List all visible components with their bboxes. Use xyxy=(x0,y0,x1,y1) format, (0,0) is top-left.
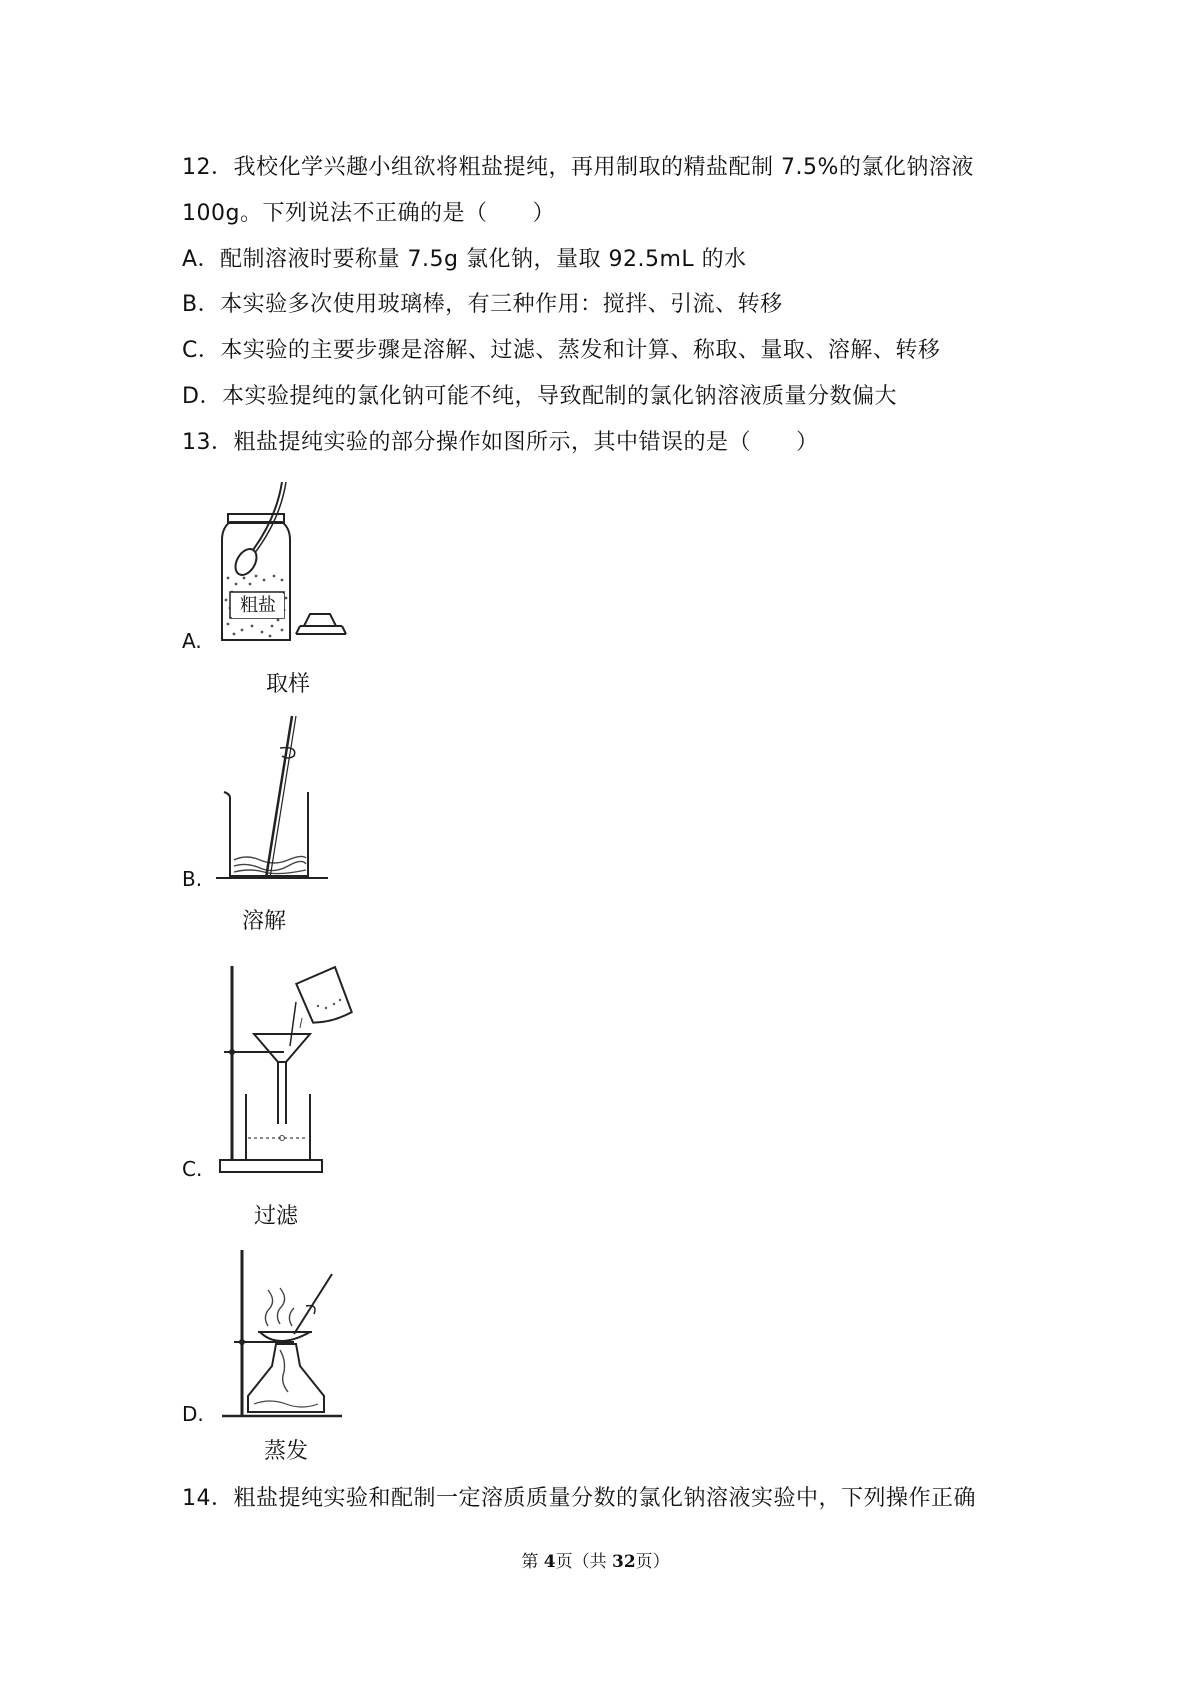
q14-stem: 14．粗盐提纯实验和配制一定溶质质量分数的氯化钠溶液实验中，下列操作正确 xyxy=(182,1486,976,1511)
footer-page-number: 4 xyxy=(543,1552,556,1572)
q12-option-d: D．本实验提纯的氯化钠可能不纯，导致配制的氯化钠溶液质量分数偏大 xyxy=(182,384,897,409)
footer-prefix: 第 xyxy=(521,1552,544,1572)
footer-middle: 页（共 xyxy=(555,1552,612,1572)
jar-label-text: 粗盐 xyxy=(232,594,284,618)
q13-option-c-caption: 过滤 xyxy=(254,1204,299,1229)
q13-option-a-letter: A. xyxy=(182,629,202,653)
q13-option-b-caption: 溶解 xyxy=(242,909,287,934)
q13-option-d-letter: D. xyxy=(182,1402,204,1426)
q13-option-d-caption: 蒸发 xyxy=(264,1439,309,1464)
q12-option-a: A．配制溶液时要称量 7.5g 氯化钠，量取 92.5mL 的水 xyxy=(182,247,747,272)
evaporation-figure xyxy=(214,1246,364,1426)
q12-stem-line1: 12．我校化学兴趣小组欲将粗盐提纯，再用制取的精盐配制 7.5%的氯化钠溶液 xyxy=(182,155,974,180)
q12-option-c: C．本实验的主要步骤是溶解、过滤、蒸发和计算、称取、量取、溶解、转移 xyxy=(182,338,941,363)
q12-option-b: B．本实验多次使用玻璃棒，有三种作用：搅拌、引流、转移 xyxy=(182,292,783,317)
q13-option-b-letter: B. xyxy=(182,867,203,891)
sample-jar-figure xyxy=(212,480,372,648)
footer-total-pages: 32 xyxy=(611,1552,636,1572)
q13-option-c-letter: C. xyxy=(182,1157,203,1181)
dissolve-beaker-figure xyxy=(216,712,336,892)
footer-suffix: 页） xyxy=(635,1552,670,1572)
page-footer xyxy=(0,1547,1191,1572)
q13-stem: 13．粗盐提纯实验的部分操作如图所示，其中错误的是（ ） xyxy=(182,430,819,455)
filtration-figure xyxy=(214,962,364,1174)
q12-stem-line2: 100g。下列说法不正确的是（ ） xyxy=(182,201,555,226)
q13-option-a-caption: 取样 xyxy=(266,672,311,697)
